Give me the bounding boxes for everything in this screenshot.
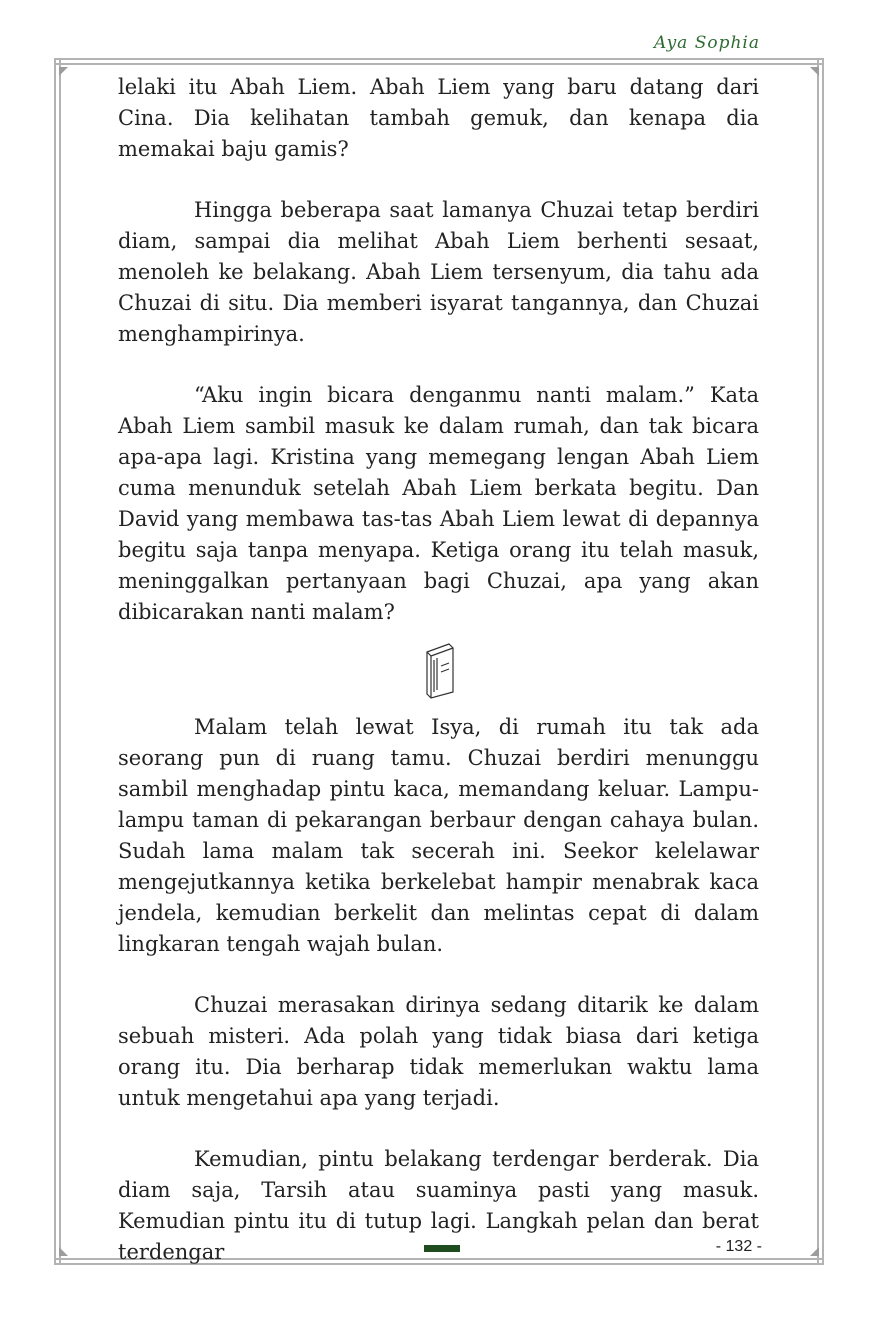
footer-accent-bar <box>424 1245 460 1252</box>
paragraph-5: Chuzai merasakan dirinya sedang ditarik ke dalam sebuah misteri. Ada polah yang tidak biasa dari ketiga orang itu. Dia berharap tidak memerlukan waktu lama untuk mengetahui apa yang terjadi. <box>118 993 759 1110</box>
page-body <box>118 72 759 1268</box>
corner-ornament-top-right <box>810 67 819 76</box>
running-header-title: Aya Sophia <box>653 33 760 53</box>
paragraph-2: Hingga beberapa saat lamanya Chuzai tetap berdiri diam, sampai dia melihat Abah Liem berhenti sesaat, menoleh ke belakang. Abah Liem tersenyum, dia tahu ada Chuzai di situ. Dia memberi isyarat tangannya, dan Chuzai menghampirinya. <box>118 198 759 346</box>
corner-ornament-bottom-right <box>810 1247 819 1256</box>
page-number: - 132 - <box>715 1238 762 1255</box>
paragraph-4: Malam telah lewat Isya, di rumah itu tak ada seorang pun di ruang tamu. Chuzai berdiri menunggu sambil menghadap pintu kaca, memandang keluar. Lampu-lampu taman di pekarangan berbaur dengan cahaya bulan. Sudah lama malam tak secerah ini. Seekor kelelawar mengejutkannya ketika berkelebat hampir menabrak kaca jendela, kemudian berkelit dan melintas cepat di dalam lingkaran tengah wajah bulan. <box>118 715 759 956</box>
corner-ornament-top-left <box>59 67 68 76</box>
paragraph-6: Kemudian, pintu belakang terdengar berderak. Dia diam saja, Tarsih atau suaminya pasti yang masuk. Kemudian pintu itu di tutup lagi. Langkah pelan dan berat terdengar <box>118 1147 759 1264</box>
paragraph-1: lelaki itu Abah Liem. Abah Liem yang baru datang dari Cina. Dia kelihatan tambah gemuk, dan kenapa dia memakai baju gamis? <box>118 75 759 161</box>
book-icon <box>419 640 459 700</box>
paragraph-3: “Aku ingin bicara denganmu nanti malam.” Kata Abah Liem sambil masuk ke dalam rumah, dan tak bicara apa-apa lagi. Kristina yang memegang lengan Abah Liem cuma menunduk setelah Abah Liem berkata begitu. Dan David yang membawa tas-tas Abah Liem lewat di depannya begitu saja tanpa menyapa. Ketiga orang itu telah masuk, meninggalkan pertanyaan bagi Chuzai, apa yang akan dibicarakan nanti malam? <box>118 383 759 624</box>
corner-ornament-bottom-left <box>59 1247 68 1256</box>
